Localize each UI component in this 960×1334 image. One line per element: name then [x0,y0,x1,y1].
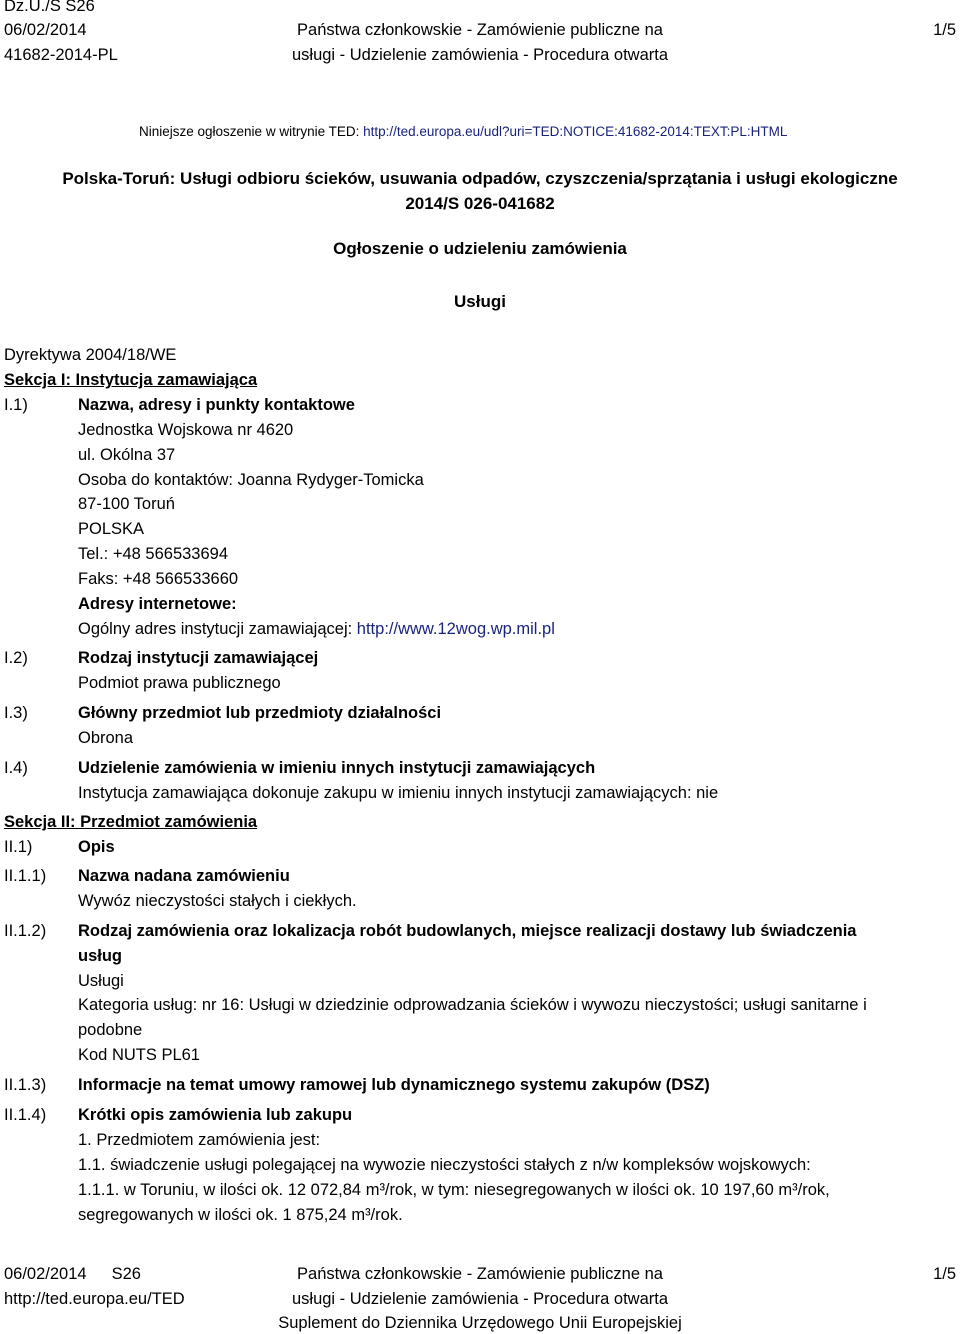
footer-title-line1: Państwa członkowskie - Zamówienie publiczne na [297,1265,663,1283]
ii12-number: II.1.2) [4,922,47,940]
contracting-country: POLSKA [78,520,145,538]
i2-title: Rodzaj instytucji zamawiającej [78,649,319,667]
i2-value: Podmiot prawa publicznego [78,674,281,692]
header-notice-id: 41682-2014-PL [4,46,118,64]
contracting-city: 87-100 Toruń [78,495,175,513]
ted-notice-link[interactable]: http://ted.europa.eu/udl?uri=TED:NOTICE:41682-2014:TEXT:PL:HTML [363,124,788,139]
ii12-category-line1: Kategoria usług: nr 16: Usługi w dziedzinie odprowadzania ścieków i wywozu nieczystości; usługi sanitarne i [78,996,867,1014]
ii12-title-line1: Rodzaj zamówienia oraz lokalizacja robót budowlanych, miejsce realizacji dostawy lub świadczenia [78,922,857,940]
ii11-value: Wywóz nieczystości stałych i ciekłych. [78,892,357,910]
ii12-nuts: Kod NUTS PL61 [78,1046,200,1064]
contracting-name: Jednostka Wojskowa nr 4620 [78,421,294,439]
i3-number: I.3) [4,704,28,722]
directive: Dyrektywa 2004/18/WE [4,346,177,364]
journal-ref: Dz.U./S S26 [4,0,95,15]
notice-type: Ogłoszenie o udzieleniu zamówienia [333,239,627,258]
footer-date: 06/02/2014 [4,1265,87,1283]
ii14-line1: 1. Przedmiotem zamówienia jest: [78,1131,321,1149]
section2-heading: Sekcja II: Przedmiot zamówienia [4,813,258,831]
ii12-type: Usługi [78,972,124,990]
i2-number: I.2) [4,649,28,667]
ted-notice-line [139,124,787,139]
ii11-number: II.1.1) [4,867,47,885]
general-address-line [78,620,555,639]
header-date: 06/02/2014 [4,21,87,39]
ii14-title: Krótki opis zamówienia lub zakupu [78,1106,353,1124]
ii1-number: II.1) [4,838,33,856]
i4-value: Instytucja zamawiająca dokonuje zakupu w imieniu innych instytucji zamawiających: nie [78,784,719,802]
ii12-title-line2: usług [78,947,122,965]
notice-subject: Polska-Toruń: Usługi odbioru ścieków, usuwania odpadów, czyszczenia/sprzątania i usługi ekologiczne [62,169,898,188]
ii14-line2: 1.1. świadczenie usługi polegającej na wywozie nieczystości stałych z n/w kompleksów wojskowych: [78,1156,811,1174]
i1-number: I.1) [4,396,28,414]
ii14-line3: 1.1.1. w Toruniu, w ilości ok. 12 072,84 m³/rok, w tym: niesegregowanych w ilości ok. 10 197,60 m³/rok, [78,1181,830,1199]
contact-fax: Faks: +48 566533660 [78,570,239,588]
general-address-label: Ogólny adres instytucji zamawiającej: [78,620,357,638]
ii13-title: Informacje na temat umowy ramowej lub dynamicznego systemu zakupów (DSZ) [78,1076,710,1094]
ii14-line4: segregowanych w ilości ok. 1 875,24 m³/rok. [78,1206,403,1224]
section1-heading: Sekcja I: Instytucja zamawiająca [4,371,258,389]
general-address-link[interactable]: http://www.12wog.wp.mil.pl [356,620,555,638]
ii14-number: II.1.4) [4,1106,47,1124]
footer-url: http://ted.europa.eu/TED [4,1290,185,1308]
header-page: 1/5 [933,21,956,39]
ii1-title: Opis [78,838,115,856]
internet-addresses-heading: Adresy internetowe: [78,595,237,613]
footer-title-line2: usługi - Udzielenie zamówienia - Procedura otwarta [291,1290,668,1308]
ii11-title: Nazwa nadana zamówieniu [78,867,290,885]
i3-value: Obrona [78,729,134,747]
notice-number: 2014/S 026-041682 [405,194,555,213]
i4-number: I.4) [4,759,28,777]
ii12-category-line2: podobne [78,1021,143,1039]
header-title-line1: Państwa członkowskie - Zamówienie publiczne na [297,21,663,39]
notice-category: Usługi [454,292,506,311]
footer-title-line3: Suplement do Dziennika Urzędowego Unii Europejskiej [278,1314,682,1332]
ii13-number: II.1.3) [4,1076,47,1094]
footer-page: 1/5 [933,1265,956,1283]
contact-person: Osoba do kontaktów: Joanna Rydyger-Tomicka [78,471,424,489]
i3-title: Główny przedmiot lub przedmioty działalności [78,704,442,722]
contracting-street: ul. Okólna 37 [78,446,176,464]
header-title-line2: usługi - Udzielenie zamówienia - Procedura otwarta [291,46,668,64]
ted-notice-prefix: Niniejsze ogłoszenie w witrynie TED: [139,124,364,139]
i4-title: Udzielenie zamówienia w imieniu innych instytucji zamawiających [78,759,596,777]
contact-tel: Tel.: +48 566533694 [78,545,229,563]
i1-title: Nazwa, adresy i punkty kontaktowe [78,396,355,414]
footer-series: S26 [111,1265,141,1283]
